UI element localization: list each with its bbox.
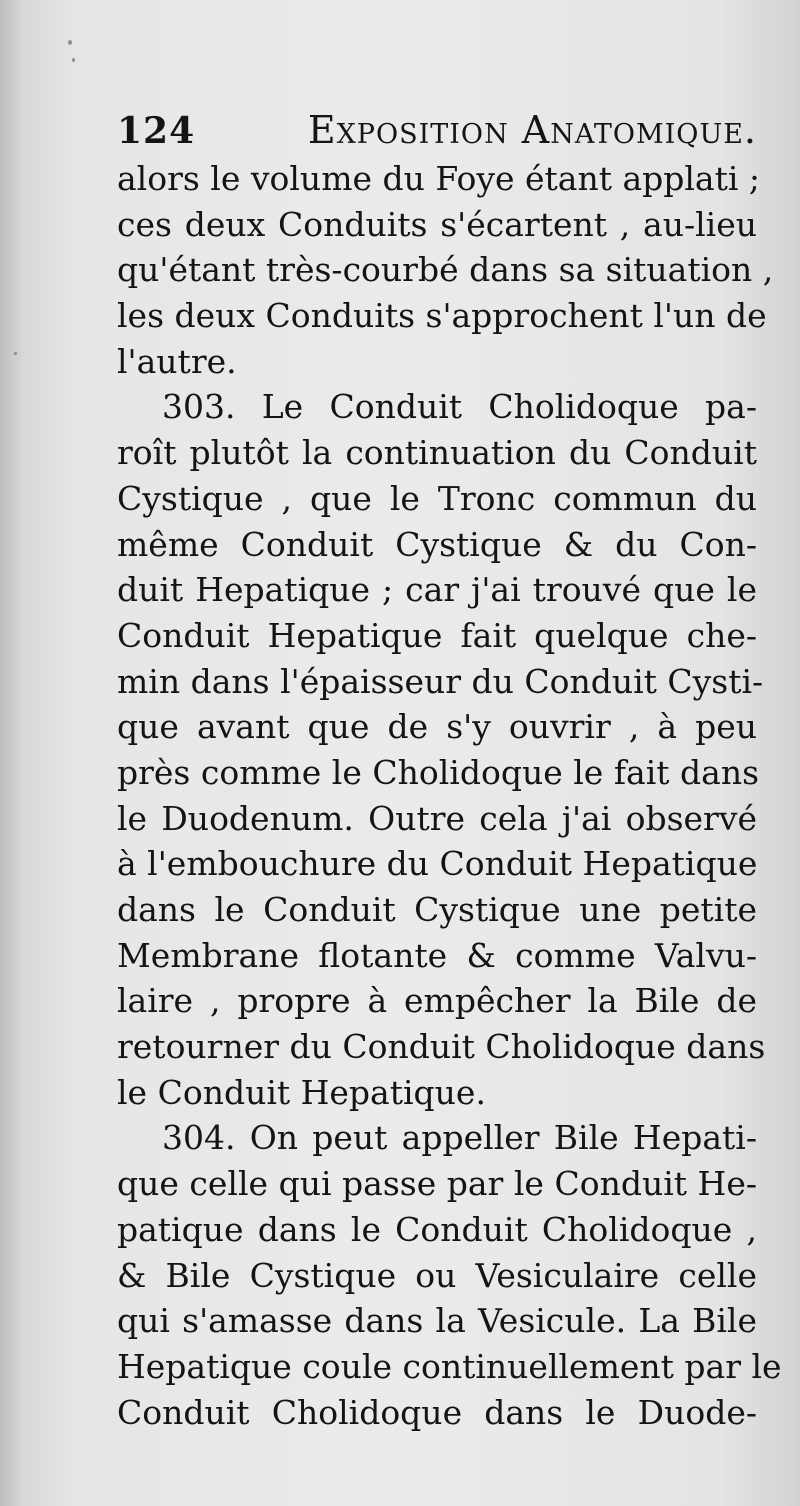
text-line: à l'embouchure du Conduit Hepatique (117, 844, 758, 884)
text-line: le Conduit Hepatique. (117, 1072, 486, 1112)
text-line: Conduit Cholidoque dans le Duode- (117, 1392, 757, 1432)
text-line: que avant que de s'y ouvrir , à peu (117, 707, 757, 747)
text-line: duit Hepatique ; car j'ai trouvé que le (117, 570, 757, 610)
text-line: qui s'amasse dans la Vesicule. La Bile (117, 1301, 757, 1341)
paragraph-start-304: 304. On peut appeller Bile Hepati- (162, 1118, 757, 1158)
ink-speck (72, 58, 75, 62)
text-line: retourner du Conduit Cholidoque dans (117, 1027, 766, 1067)
text-line: patique dans le Conduit Cholidoque , (117, 1209, 757, 1249)
text-line: l'autre. (117, 341, 237, 381)
text-line: le Duodenum. Outre cela j'ai observé (117, 798, 757, 838)
page-text (117, 104, 782, 1435)
text-line: que celle qui passe par le Conduit He- (117, 1164, 757, 1204)
text-line: près comme le Cholidoque le fait dans (117, 752, 760, 792)
text-line: même Conduit Cystique & du Con- (117, 524, 757, 564)
page-number: 124 (117, 110, 196, 152)
paragraph-start-303: 303. Le Conduit Cholidoque pa- (162, 387, 757, 427)
ink-speck (14, 352, 17, 355)
text-line: ces deux Conduits s'écartent , au-lieu (117, 204, 757, 244)
text-line: laire , propre à empêcher la Bile de (117, 981, 757, 1021)
text-line: & Bile Cystique ou Vesiculaire celle (117, 1255, 757, 1295)
text-line: alors le volume du Foye étant applati ; (117, 159, 761, 198)
text-line: qu'étant très-courbé dans sa situation , (117, 250, 774, 290)
running-head (117, 104, 757, 156)
text-line: min dans l'épaisseur du Conduit Cysti- (117, 661, 764, 701)
text-line: Membrane flotante & comme Valvu- (117, 935, 757, 975)
text-line: les deux Conduits s'approchent l'un de (117, 296, 767, 336)
text-line: Conduit Hepatique fait quelque che- (117, 615, 757, 655)
text-line: roît plutôt la continuation du Conduit (117, 433, 757, 473)
running-title: Exposition Anatomique. (307, 108, 757, 152)
text-line: Cystique , que le Tronc commun du (117, 478, 757, 518)
text-line: Hepatique coule continuellement par le (117, 1346, 782, 1386)
ink-speck (68, 40, 72, 45)
text-line: dans le Conduit Cystique une petite (117, 890, 757, 929)
